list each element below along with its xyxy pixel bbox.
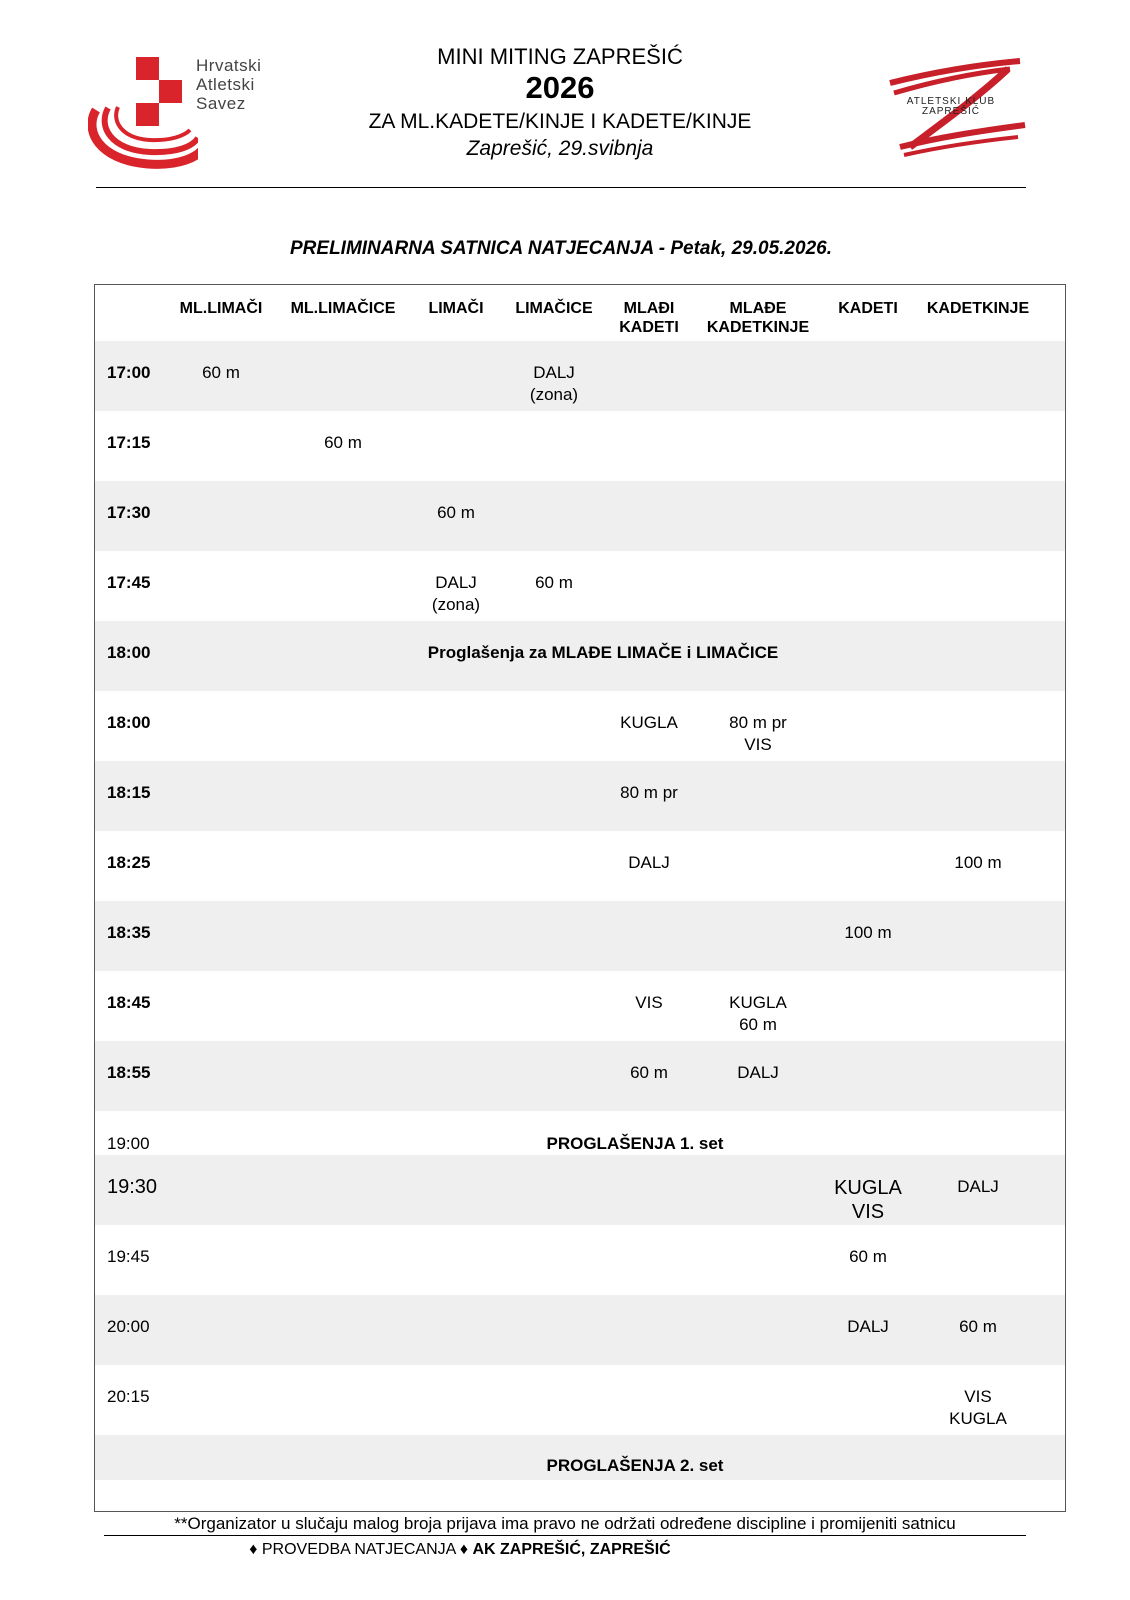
time-cell: 17:45: [107, 573, 151, 592]
checkerboard-track-icon: [88, 52, 198, 177]
time-cell: 18:55: [107, 1063, 151, 1082]
meet-category: ZA ML.KADETE/KINJE I KADETE/KINJE: [368, 110, 752, 133]
schedule-table: [94, 284, 1066, 1512]
time-cell: 18:15: [107, 783, 151, 802]
ceremony-label: PROGLAŠENJA 1. set: [546, 1134, 724, 1153]
footer-divider: [104, 1535, 1026, 1536]
event-cell: DALJ: [957, 1177, 999, 1196]
club-name: [886, 97, 1016, 117]
time-cell: 18:35: [107, 923, 151, 942]
schedule-row: [95, 341, 1065, 411]
column-header: LIMAČICE: [515, 300, 593, 317]
event-cell: DALJ: [628, 853, 670, 872]
schedule-row: [95, 1295, 1065, 1365]
footer-organizer: [100, 1540, 820, 1560]
event-cell: 80 m pr: [620, 783, 678, 802]
ceremony-label: PROGLAŠENJA 2. set: [546, 1456, 724, 1475]
schedule-row: [95, 1365, 1065, 1435]
time-cell: 17:15: [107, 433, 151, 452]
federation-name-line-1: Hrvatski: [196, 56, 262, 75]
column-header: LIMAČI: [428, 300, 484, 317]
ceremony-label: Proglašenja za MLAĐE LIMAČE i LIMAČICE: [427, 643, 779, 662]
event-cell: KUGLA 60 m: [729, 993, 787, 1034]
event-cell: DALJ: [847, 1317, 889, 1336]
meet-title: MINI MITING ZAPREŠIĆ: [437, 44, 683, 69]
event-cell: 100 m: [954, 853, 1002, 872]
federation-logo: [88, 52, 278, 177]
club-name-line-1: ATLETSKI KLUB: [906, 96, 996, 107]
schedule-row: [95, 971, 1065, 1041]
column-header: ML.LIMAČI: [179, 300, 263, 317]
column-header: KADETKINJE: [926, 300, 1030, 317]
federation-name-line-3: Savez: [196, 94, 246, 113]
footer-note: **Organizator u slučaju malog broja prijava ima pravo ne održati određene discipline i promijeniti satnicu: [174, 1514, 956, 1533]
event-cell: KUGLA: [620, 713, 678, 732]
ceremony-row: [95, 621, 1065, 691]
event-cell: 60 m: [437, 503, 475, 522]
schedule-row: [95, 691, 1065, 761]
event-cell: DALJ: [737, 1063, 779, 1082]
meet-year: 2026: [525, 70, 595, 105]
event-cell: 60 m: [959, 1317, 997, 1336]
event-cell: 80 m pr VIS: [729, 713, 787, 754]
event-cell: VIS: [635, 993, 663, 1012]
ceremony-row: [95, 1111, 1065, 1155]
event-cell: DALJ (zona): [529, 363, 579, 404]
time-cell: 18:25: [107, 853, 151, 872]
time-cell: 18:00: [107, 643, 151, 662]
schedule-row: [95, 831, 1065, 901]
club-name-line-2: ZAPREŠIĆ: [921, 106, 980, 117]
event-cell: VIS KUGLA: [949, 1387, 1007, 1428]
time-cell: 17:00: [107, 363, 151, 382]
schedule-row: [95, 761, 1065, 831]
federation-name-line-2: Atletski: [196, 75, 255, 94]
time-cell: 19:45: [107, 1247, 150, 1266]
organizer-label: ♦ PROVEDBA NATJECANJA ♦: [249, 1541, 469, 1558]
event-cell: 60 m: [202, 363, 240, 382]
column-header: MLAĐE KADETKINJE: [706, 300, 810, 336]
meet-place-date: Zaprešić, 29.svibnja: [466, 137, 654, 160]
schedule-row: [95, 901, 1065, 971]
schedule-row: [95, 551, 1065, 621]
column-header: ML.LIMAČICE: [290, 300, 396, 317]
time-cell: 20:00: [107, 1317, 150, 1336]
event-cell: 60 m: [535, 573, 573, 592]
schedule-row: [95, 1041, 1065, 1111]
time-cell: 18:00: [107, 713, 151, 732]
time-cell: 19:30: [107, 1176, 158, 1198]
time-cell: 20:15: [107, 1387, 150, 1406]
event-cell: 100 m: [844, 923, 892, 942]
time-cell: 19:00: [107, 1134, 150, 1153]
event-cell: DALJ (zona): [431, 573, 481, 614]
event-cell: 60 m: [630, 1063, 668, 1082]
schedule-row: [95, 1225, 1065, 1295]
column-header: MLAĐI KADETI: [619, 300, 679, 336]
schedule-row: [95, 411, 1065, 481]
time-cell: 17:30: [107, 503, 151, 522]
organizer-name: AK ZAPREŠIĆ, ZAPREŠIĆ: [472, 1541, 671, 1558]
schedule-row: [95, 1155, 1065, 1225]
schedule-row: [95, 481, 1065, 551]
ceremony-row: [95, 1435, 1065, 1480]
schedule-title: PRELIMINARNA SATNICA NATJECANJA - Petak, 29.05.2026.: [290, 238, 832, 259]
event-cell: 60 m: [849, 1247, 887, 1266]
time-cell: 18:45: [107, 993, 151, 1012]
club-logo: [880, 55, 1030, 165]
event-cell: 60 m: [324, 433, 362, 452]
federation-name: [196, 56, 261, 113]
event-cell: KUGLA VIS: [834, 1177, 902, 1223]
column-header: KADETI: [838, 300, 898, 317]
header-divider: [96, 187, 1026, 188]
